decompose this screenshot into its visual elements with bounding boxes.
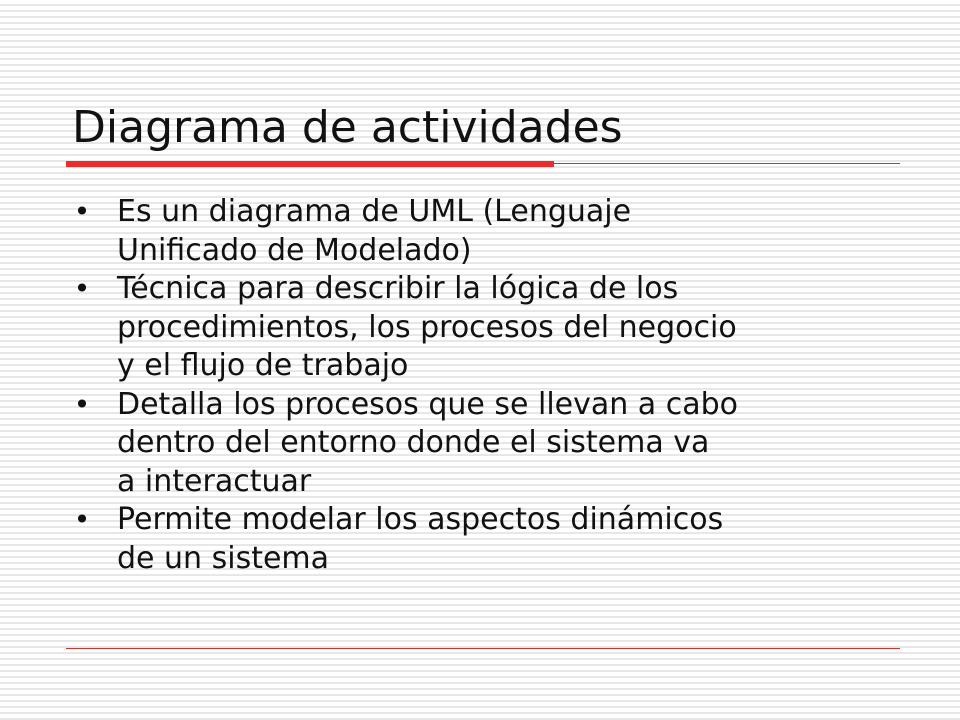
bullet-line: Permite modelar los aspectos dinámicos — [117, 502, 724, 537]
bullet-item — [72, 193, 900, 270]
bullet-line: Es un diagrama de UML (Lenguaje — [117, 194, 632, 229]
bullet-icon: • — [73, 272, 91, 305]
bullet-line: dentro del entorno donde el sistema va — [117, 425, 710, 460]
bullet-line: Detalla los procesos que se llevan a cabo — [117, 386, 739, 422]
bullet-item — [72, 270, 900, 386]
bullet-line: procedimientos, los procesos del negocio — [117, 309, 737, 345]
bullet-icon: • — [73, 195, 91, 228]
title-accent-bar — [66, 161, 554, 167]
bullet-list — [72, 193, 900, 578]
bullet-line: Unificado de Modelado) — [117, 232, 472, 268]
bullet-item — [72, 386, 900, 502]
bullet-line: Técnica para describir la lógica de los — [117, 271, 679, 306]
bullet-line: de un sistema — [117, 540, 330, 576]
bullet-line: a interactuar — [117, 463, 312, 499]
bullet-icon: • — [73, 503, 91, 536]
title-divider-line — [554, 163, 900, 164]
bullet-line: y el flujo de trabajo — [117, 348, 409, 383]
bullet-item — [72, 501, 900, 578]
bullet-icon: • — [73, 387, 91, 421]
slide-title: Diagrama de actividades — [72, 102, 623, 153]
bottom-divider-line — [66, 648, 900, 649]
